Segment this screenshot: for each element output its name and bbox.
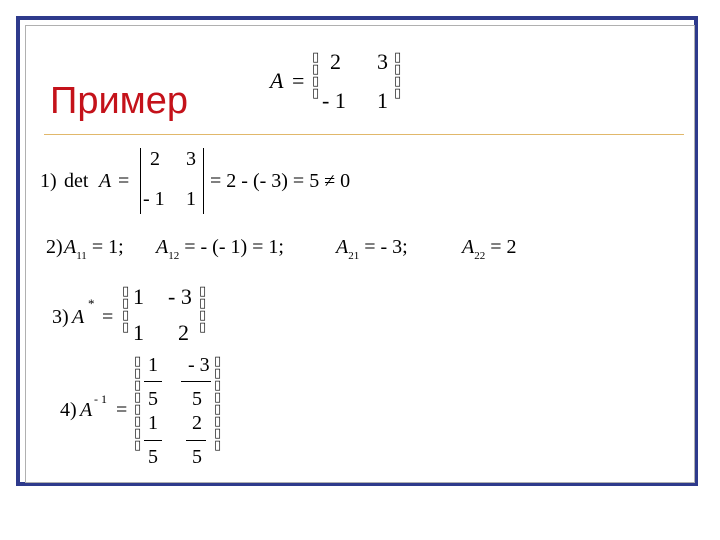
step-2-number: 2) [46, 236, 63, 258]
step-3-var: A [72, 306, 85, 328]
step-1-cell-11: 2 [150, 148, 160, 170]
step-1-cell-12: 3 [186, 148, 196, 170]
step-4-var: A [80, 399, 93, 421]
step-1-eq: = [118, 170, 130, 192]
adj-cell-12: - 3 [168, 284, 192, 309]
right-bracket-icon: ▯ ▯ ▯ ▯ [199, 284, 207, 335]
step-1-cell-21: - 1 [143, 188, 165, 210]
title-divider [44, 134, 684, 135]
inv-cell-22-den: 5 [192, 446, 202, 468]
inv-cell-11-den: 5 [148, 388, 158, 410]
matrix-a-cell-11: 2 [330, 49, 341, 74]
step-4-number: 4) [60, 399, 77, 421]
inv-cell-11-num: 1 [148, 354, 158, 376]
inv-cell-22-num: 2 [192, 412, 202, 434]
matrix-a-cell-21: - 1 [322, 88, 346, 113]
fraction-bar [181, 381, 211, 382]
step-1-number: 1) [40, 170, 57, 192]
inv-cell-12-den: 5 [192, 388, 202, 410]
cofactor-a22: $A_{22} = 2$ [462, 236, 517, 262]
inv-cell-21-num: 1 [148, 412, 158, 434]
right-bracket-icon: ▯ ▯ ▯ ▯ ▯ ▯ ▯ ▯ [214, 354, 222, 453]
step-1-var: A [99, 170, 112, 192]
matrix-a-cell-22: 1 [377, 88, 388, 113]
step-4-sup: - 1 [94, 392, 107, 406]
step-1-cell-22: 1 [186, 188, 196, 210]
adj-cell-21: 1 [133, 320, 144, 345]
matrix-a-cell-12: 3 [377, 49, 388, 74]
inv-cell-21-den: 5 [148, 446, 158, 468]
det-left-bar [140, 148, 141, 214]
det-right-bar [203, 148, 204, 214]
left-bracket-icon: ▯ ▯ ▯ ▯ ▯ ▯ ▯ ▯ [134, 354, 142, 453]
slide-title: Пример [50, 80, 189, 122]
adj-cell-11: 1 [133, 284, 144, 309]
step-3-number: 3) [52, 306, 69, 328]
adj-cell-22: 2 [178, 320, 189, 345]
matrix-a-lhs: A [270, 68, 284, 93]
step-4-eq: = [116, 399, 128, 421]
fraction-bar [144, 381, 162, 382]
inv-cell-12-num: - 3 [188, 354, 210, 376]
cofactor-a11: $A_{11} = 1$; [64, 236, 124, 262]
step-1-det: det [64, 170, 89, 192]
step-3-eq: = [102, 306, 114, 328]
matrix-a-eq: = [292, 68, 305, 93]
fraction-bar [186, 440, 206, 441]
cofactor-a12: $A_{12}$ = - (- 1) = 1; [156, 236, 284, 262]
left-bracket-icon: ▯ ▯ ▯ ▯ [122, 284, 130, 335]
left-bracket-icon: ▯ ▯ ▯ ▯ [312, 50, 320, 101]
fraction-bar [144, 440, 162, 441]
cofactor-a21: $A_{21}$ = - 3; [336, 236, 408, 262]
right-bracket-icon: ▯ ▯ ▯ ▯ [394, 50, 402, 101]
step-1-result: = 2 - (- 3) = 5 ≠ 0 [210, 170, 351, 192]
step-3-sup: * [88, 296, 95, 311]
